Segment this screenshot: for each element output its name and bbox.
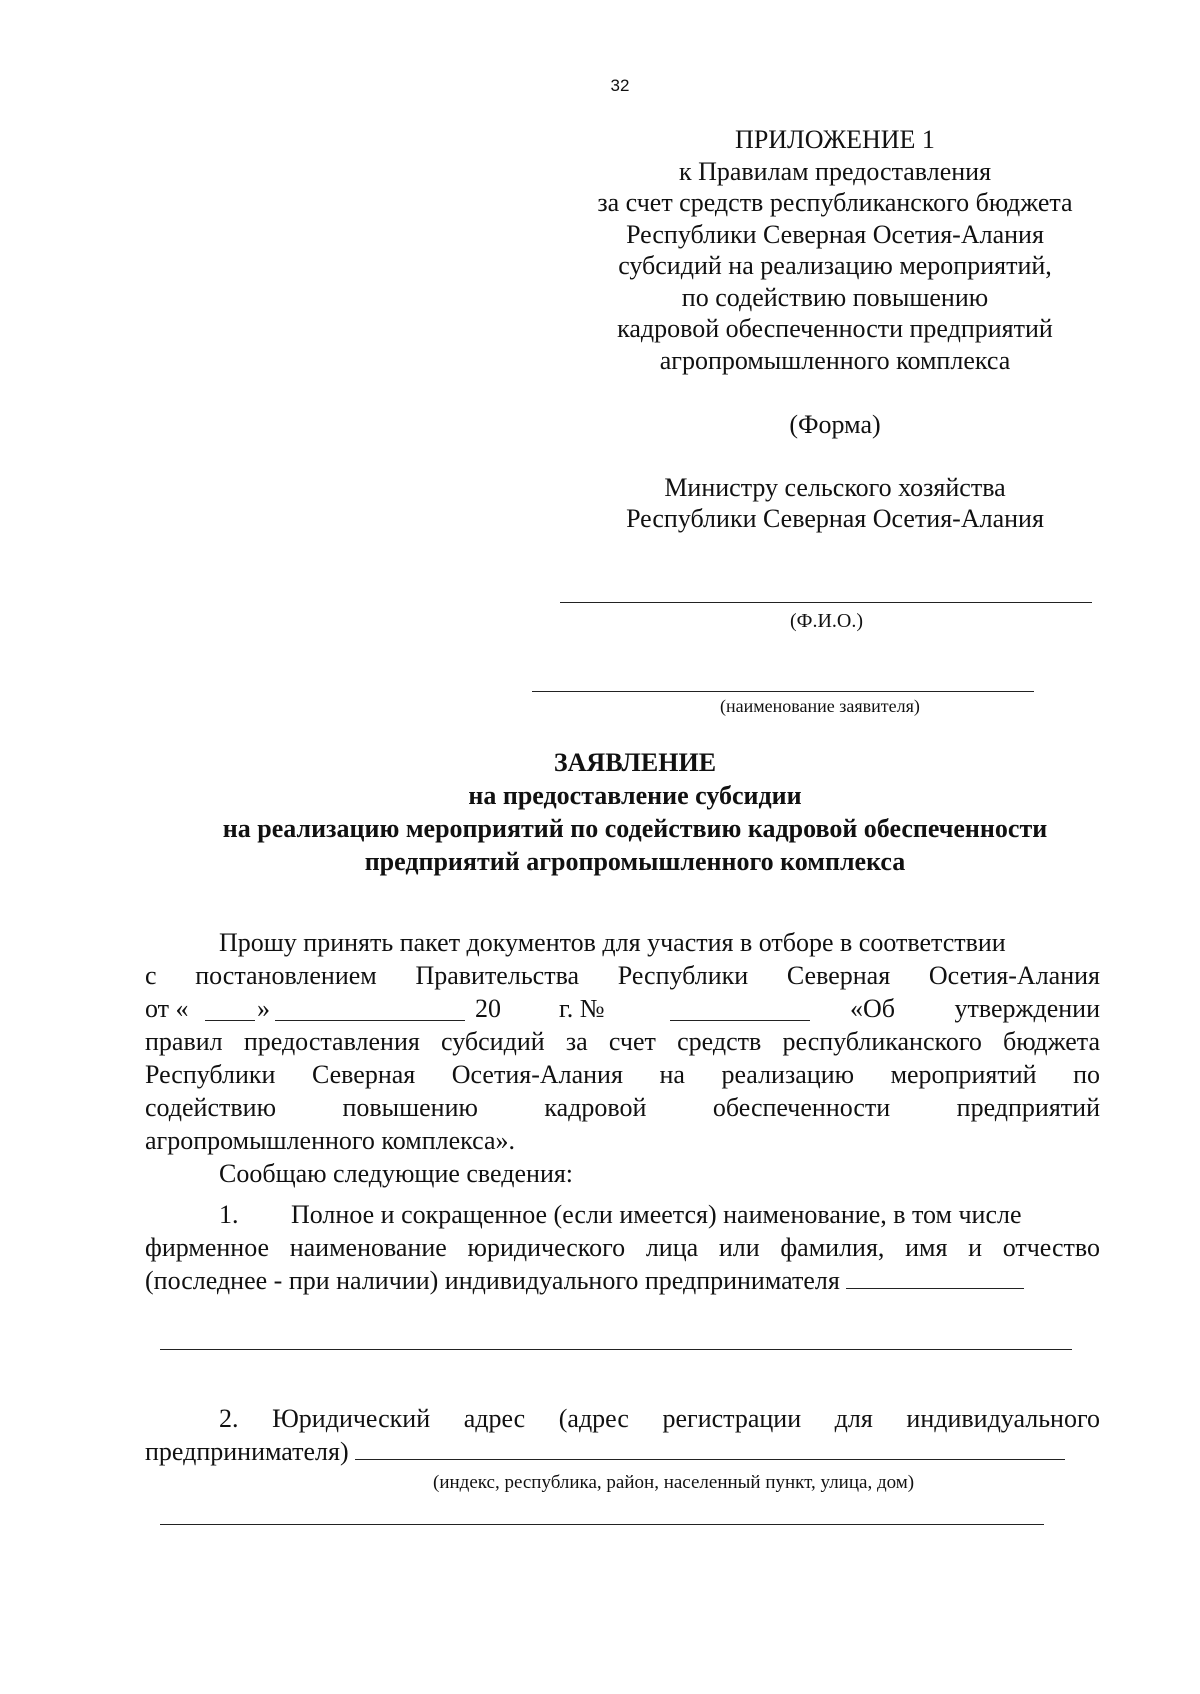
day-input[interactable] — [205, 998, 255, 1021]
addressee-line-2: Республики Северная Осетия-Алания — [626, 504, 1044, 533]
year-prefix: 20 — [475, 994, 501, 1023]
resolution-number-input[interactable] — [670, 998, 810, 1021]
body-line-5: Республики Северная Осетия-Алания на реализацию мероприятий по — [145, 1060, 1100, 1089]
item-2 — [145, 1402, 1100, 1468]
applicant-input-line[interactable] — [532, 691, 1034, 692]
body-line-6: содействию повышению кадровой обеспеченности предприятий — [145, 1093, 1100, 1122]
item-1-continuation-line[interactable] — [160, 1349, 1072, 1350]
appendix-line: Республики Северная Осетия-Алания — [626, 219, 1044, 249]
address-caption: (индекс, республика, район, населенный пункт, улица, дом) — [433, 1472, 915, 1493]
appendix-line: ПРИЛОЖЕНИЕ 1 — [735, 125, 935, 154]
item-2-line-1: 2. Юридический адрес (адрес регистрации для индивидуального — [219, 1404, 1100, 1433]
body-line-8: Сообщаю следующие сведения: — [219, 1159, 574, 1188]
appendix-line: субсидий на реализацию мероприятий, — [618, 251, 1052, 280]
appendix-line: по содействию повышению — [681, 282, 989, 312]
heading-line-2: на предоставление субсидии — [468, 781, 802, 810]
applicant-name-input[interactable] — [846, 1266, 1024, 1289]
form-label: (Форма) — [789, 410, 881, 439]
appendix-line: к Правилам предоставления — [678, 156, 992, 186]
body-line-1: Прошу принять пакет документов для участия в отборе в соответствии — [219, 928, 1006, 957]
item-1-number: 1. — [219, 1200, 239, 1229]
body-line-4: правил предоставления субсидий за счет средств республиканского бюджета — [145, 1027, 1100, 1056]
item-1-line-1 — [145, 1198, 1100, 1231]
fio-input-line[interactable] — [560, 602, 1092, 603]
body-line-3 — [145, 992, 1100, 1025]
appendix-line: за счет средств республиканского бюджета — [597, 188, 1073, 217]
fio-caption: (Ф.И.О.) — [790, 610, 864, 632]
from-label: от « — [145, 994, 189, 1023]
addressee-line-1: Министру сельского хозяйства — [664, 473, 1006, 502]
applicant-caption: (наименование заявителя) — [720, 696, 920, 716]
item-2-line-2-text: предпринимателя) — [145, 1437, 349, 1466]
heading-line-3: на реализацию мероприятий по содействию кадровой обеспеченности — [222, 814, 1048, 843]
month-input[interactable] — [275, 998, 465, 1021]
addressee-block — [555, 472, 1115, 534]
heading-line-4: предприятий агропромышленного комплекса — [364, 847, 906, 876]
body-line-2: с постановлением Правительства Республики Северная Осетия-Алания — [145, 961, 1100, 990]
number-label: г. № — [559, 994, 605, 1023]
document-heading — [130, 746, 1140, 878]
item-2-line-2 — [145, 1435, 1100, 1468]
page-number: 32 — [610, 76, 630, 95]
appendix-line: кадровой обеспеченности предприятий — [617, 314, 1053, 343]
legal-address-input[interactable] — [355, 1437, 1065, 1460]
approve-word: утверждении — [954, 994, 1100, 1023]
body-paragraph — [145, 926, 1100, 1190]
item-1-line-2: фирменное наименование юридического лица или фамилия, имя и отчество — [145, 1233, 1100, 1262]
item-1-text: Полное и сокращенное (если имеется) наименование, в том числе — [291, 1200, 1022, 1229]
appendix-line: агропромышленного комплекса — [659, 345, 1011, 375]
title-start: «Об — [850, 994, 896, 1023]
item-1 — [145, 1198, 1100, 1297]
body-line-7: агропромышленного комплекса». — [145, 1126, 516, 1155]
appendix-block — [555, 124, 1115, 376]
item-1-line-3-text: (последнее - при наличии) индивидуального предпринимателя — [145, 1266, 840, 1295]
item-1-line-3 — [145, 1264, 1100, 1297]
quote-close: » — [257, 994, 270, 1023]
item-2-continuation-line[interactable] — [160, 1524, 1044, 1525]
heading-title: ЗАЯВЛЕНИЕ — [553, 748, 717, 777]
